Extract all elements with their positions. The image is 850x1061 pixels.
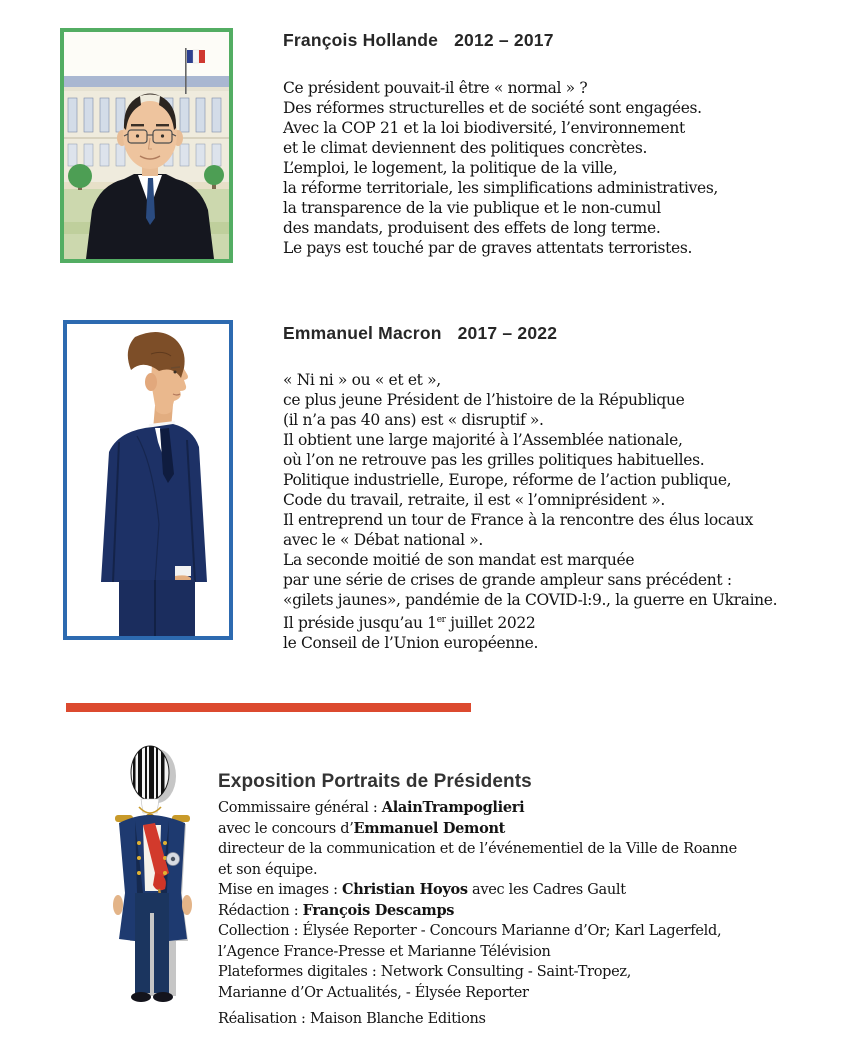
credits-line	[218, 880, 818, 901]
credits-line	[218, 860, 818, 881]
hollande-section-title	[283, 30, 554, 51]
hollande-text-line: des mandats, produisent des effets de long terme.	[283, 219, 661, 237]
macron-text-line: La seconde moitié de son mandat est marquée	[283, 551, 635, 569]
macron-text-line: «gilets jaunes», pandémie de la COVID-l:9., la guerre en Ukraine.	[283, 591, 778, 609]
macron-sup: er	[436, 615, 446, 625]
credits-name: Emmanuel Demont	[353, 819, 506, 837]
hollande-text-line: et le climat deviennent des politiques concrètes.	[283, 139, 648, 157]
mannequin-figure	[95, 743, 210, 1008]
credits-line	[218, 901, 818, 922]
hollande-name: François Hollande	[283, 30, 439, 50]
macron-section-title	[283, 323, 557, 344]
credits-text: Rédaction :	[218, 902, 303, 919]
mannequin-illustration	[95, 743, 210, 1008]
hollande-text-line: Ce président pouvait-il être « normal » ?	[283, 79, 588, 97]
macron-text-line: Il entreprend un tour de France à la rencontre des élus locaux	[283, 511, 754, 529]
credits-line	[218, 819, 818, 840]
credits-text: Commissaire général :	[218, 800, 382, 816]
macron-portrait-illustration	[67, 324, 229, 636]
credits-text: directeur de la communication et de l’événementiel de la Ville de Roanne	[218, 841, 737, 857]
credits-line	[218, 839, 818, 860]
credits-line	[218, 798, 818, 819]
hollande-portrait-illustration	[64, 32, 229, 259]
credits-line	[218, 962, 818, 983]
macron-text-line: le Conseil de l’Union européenne.	[283, 634, 539, 652]
macron-text-line: Il obtient une large majorité à l’Assemblée nationale,	[283, 431, 683, 449]
macron-sup-post: juillet 2022	[445, 614, 536, 632]
macron-text-line: « Ni ni » ou « et et »,	[283, 371, 441, 389]
hollande-text-line: L’emploi, le logement, la politique de la ville,	[283, 159, 618, 177]
credits-name: François Descamps	[302, 901, 455, 919]
hollande-text-line: Le pays est touché par de graves attentats terroristes.	[283, 239, 693, 257]
macron-text-line: par une série de crises de grande ampleur sans précédent :	[283, 571, 732, 589]
credits-text: avec les Cadres Gault	[467, 882, 626, 898]
hollande-text-line: la transparence de la vie publique et le non-cumul	[283, 199, 661, 217]
credits-text: Mise en images :	[218, 882, 342, 898]
hollande-years: 2012 – 2017	[454, 30, 554, 50]
hollande-text-line: Des réformes structurelles et de société sont engagées.	[283, 99, 702, 117]
macron-text-line: Code du travail, retraite, il est « l’omniprésident ».	[283, 491, 665, 509]
macron-text-line: Politique industrielle, Europe, réforme de l’action publique,	[283, 471, 732, 489]
credits-realisation-line: Réalisation : Maison Blanche Editions	[218, 1011, 486, 1027]
credits-line	[218, 942, 818, 963]
macron-portrait-frame	[63, 320, 233, 640]
credits-text: l’Agence France-Presse et Marianne Télévision	[218, 943, 551, 960]
hollande-text-line: la réforme territoriale, les simplifications administratives,	[283, 179, 719, 197]
star-medal-icon	[167, 853, 180, 866]
hollande-portrait-frame	[60, 28, 233, 263]
macron-sup-pre: Il préside jusqu’au 1	[283, 614, 437, 632]
macron-years: 2017 – 2022	[457, 323, 558, 343]
macron-paragraph	[283, 370, 777, 653]
red-divider-bar	[66, 703, 471, 712]
credits-text: et son équipe.	[218, 861, 318, 878]
credits-text: Plateformes digitales : Network Consulting - Saint-Tropez,	[218, 964, 632, 980]
credits-name: AlainTrampoglieri	[381, 799, 525, 816]
macron-text-line: ce plus jeune Président de l’histoire de la République	[283, 391, 685, 409]
credits-text: avec le concours d’	[218, 820, 354, 837]
hollande-text-line: Avec la COP 21 et la loi biodiversité, l’environnement	[283, 119, 685, 137]
credits-block	[218, 771, 818, 1030]
credits-text: Collection : Élysée Reporter - Concours Marianne d’Or; Karl Lagerfeld,	[218, 923, 722, 939]
french-flag-pole	[185, 48, 187, 94]
macron-text-line: avec le « Débat national ».	[283, 531, 483, 549]
macron-text-line: où l’on ne retrouve pas les grilles politiques habituelles.	[283, 451, 705, 469]
macron-text-line-superscript	[283, 610, 777, 633]
credits-name: Christian Hoyos	[341, 881, 468, 898]
credits-line	[218, 921, 818, 942]
credits-text: Marianne d’Or Actualités, - Élysée Reporter	[218, 984, 529, 1001]
credits-heading: Exposition Portraits de Présidents	[218, 771, 532, 792]
macron-name: Emmanuel Macron	[283, 323, 442, 343]
macron-text-line: (il n’a pas 40 ans) est « disruptif ».	[283, 411, 544, 429]
credits-line	[218, 983, 818, 1004]
french-flag-icon	[187, 50, 205, 63]
hollande-paragraph	[283, 78, 718, 258]
